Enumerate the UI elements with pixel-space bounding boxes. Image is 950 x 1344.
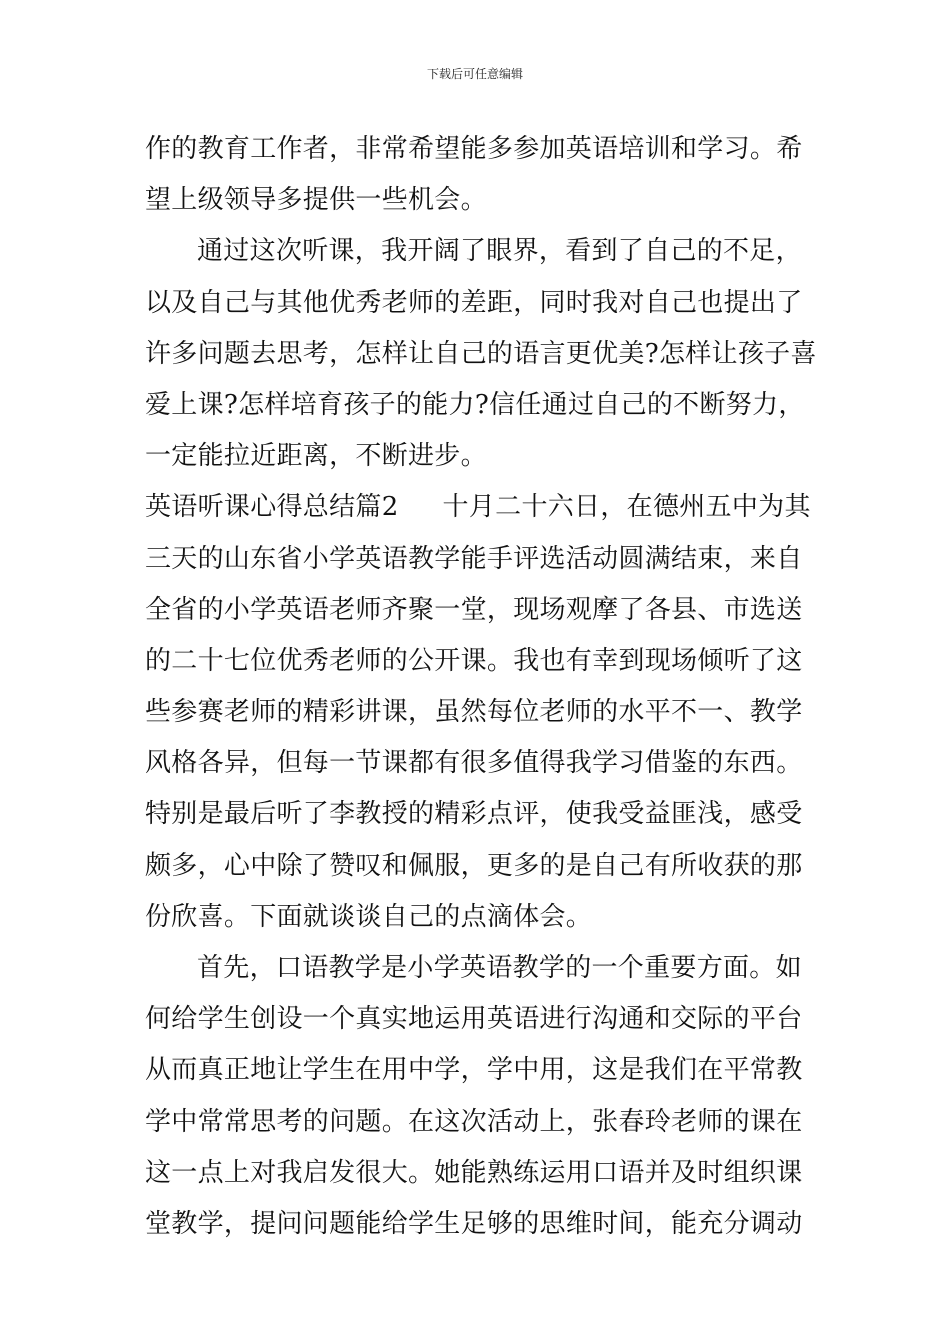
section-heading-line: [145, 482, 809, 533]
page-header: 下载后可任意编辑: [426, 67, 523, 81]
paragraph-line: 何给学生创设一个真实地运用英语进行沟通和交际的平台: [145, 1004, 803, 1035]
paragraph-line: 通过这次听课，我开阔了眼界，看到了自己的不足，: [197, 236, 802, 267]
paragraph-line: 全省的小学英语老师齐聚一堂，现场观摩了各县、市选送: [145, 594, 803, 625]
paragraph-line: 堂教学，提问问题能给学生足够的思维时间，能充分调动: [145, 1208, 803, 1239]
paragraph-line: 的二十七位优秀老师的公开课。我也有幸到现场倾听了这: [145, 645, 803, 676]
paragraph-line: 些参赛老师的精彩讲课，虽然每位老师的水平不一、教学: [145, 697, 803, 728]
paragraph-line: 学中常常思考的问题。在这次活动上，张春玲老师的课在: [145, 1106, 803, 1137]
paragraph-line: 许多问题去思考，怎样让自己的语言更优美?怎样让孩子喜: [145, 338, 817, 369]
paragraph-line: 颇多，心中除了赞叹和佩服，更多的是自己有所收获的那: [145, 850, 803, 881]
paragraph-line: 从而真正地让学生在用中学，学中用，这是我们在平常教: [145, 1055, 803, 1086]
paragraph-line: 这一点上对我启发很大。她能熟练运用口语并及时组织课: [145, 1157, 803, 1188]
paragraph-line: 三天的山东省小学英语教学能手评选活动圆满结束，来自: [145, 543, 803, 574]
paragraph-line: 望上级领导多提供一些机会。: [145, 185, 487, 216]
paragraph-line: 以及自己与其他优秀老师的差距，同时我对自己也提出了: [145, 287, 803, 318]
document-body: [145, 124, 817, 1250]
paragraph-text: 十月二十六日，在德州五中为其: [442, 492, 811, 523]
paragraph-line: 风格各异，但每一节课都有很多值得我学习借鉴的东西。: [145, 748, 803, 779]
section-heading: 英语听课心得总结篇2: [145, 492, 399, 523]
paragraph-line: 份欣喜。下面就谈谈自己的点滴体会。: [145, 901, 593, 932]
paragraph-line: 特别是最后听了李教授的精彩点评，使我受益匪浅，感受: [145, 799, 803, 830]
paragraph-line: 作的教育工作者，非常希望能多参加英语培训和学习。希: [145, 134, 803, 164]
paragraph-line: 首先，口语教学是小学英语教学的一个重要方面。如: [197, 953, 802, 983]
paragraph-line: 一定能拉近距离，不断进步。: [145, 441, 487, 472]
paragraph-line: 爱上课?怎样培育孩子的能力?信任通过自己的不断努力，: [145, 389, 805, 420]
